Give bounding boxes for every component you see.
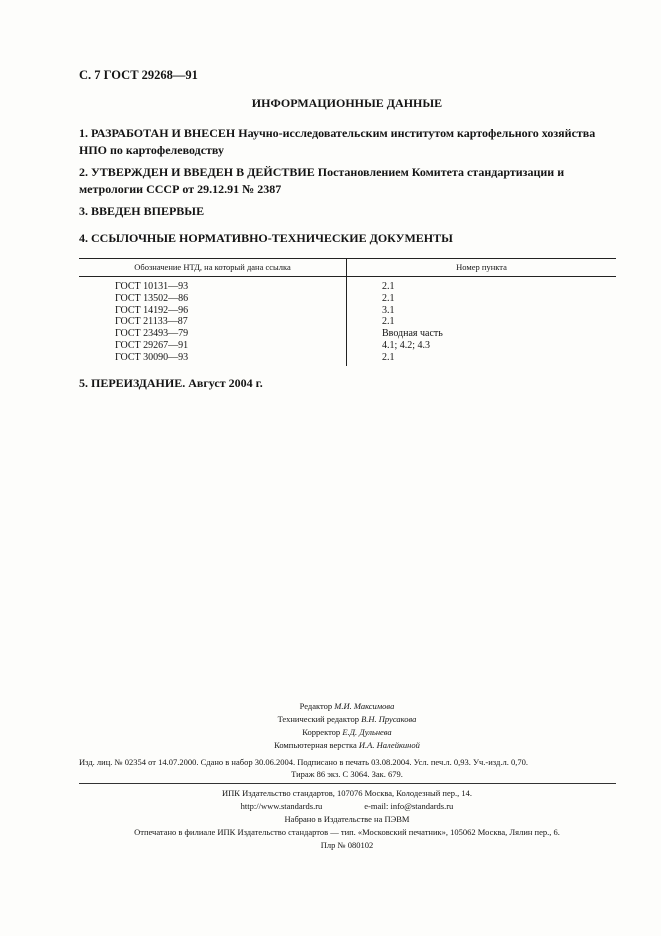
reissue-note: 5. ПЕРЕИЗДАНИЕ. Август 2004 г.: [79, 376, 263, 390]
column-header-clause: Номер пункта: [456, 262, 507, 272]
credit-editor: [0, 700, 661, 713]
item-heading: ССЫЛОЧНЫЕ НОРМАТИВНО-ТЕХНИЧЕСКИЕ ДОКУМЕНТЫ: [91, 231, 453, 245]
item-number: 1.: [79, 126, 88, 140]
table-row: [79, 281, 616, 293]
imprint-line-2: Тираж 86 экз. С 3064. Зак. 679.: [291, 769, 403, 779]
item-heading: ВВЕДЕН ВПЕРВЫЕ: [91, 204, 205, 218]
credit-label: Редактор: [299, 701, 335, 711]
item-heading: УТВЕРЖДЕН И ВВЕДЕН В ДЕЙСТВИЕ: [91, 165, 315, 179]
item-text: Постановлением Комитета стандартизации и метрологии СССР от 29.12.91 № 2387: [79, 165, 565, 196]
imprint-line-1: Изд. лиц. № 02354 от 14.07.2000. Сдано в набор 30.06.2004. Подписано в печать 03.08.2004. Усл. печ.л. 0,93. Уч.-изд.л. 0,70.: [79, 757, 528, 767]
publisher-email[interactable]: e-mail: info@standards.ru: [364, 801, 454, 811]
item-heading: РАЗРАБОТАН И ВНЕСЕН: [91, 126, 236, 140]
document-cell: ГОСТ 23493—79: [115, 328, 189, 340]
credits-block: [0, 700, 661, 752]
document-cell: ГОСТ 30090—93: [115, 351, 189, 363]
credit-name: И.А. Налейкиной: [358, 740, 420, 750]
credit-corrector: [0, 726, 661, 739]
table-row: [79, 316, 616, 328]
section-title: ИНФОРМАЦИОННЫЕ ДАННЫЕ: [251, 96, 443, 110]
publisher-block: [0, 787, 661, 852]
table-row: [79, 340, 616, 352]
credit-name: В.Н. Прусакова: [361, 714, 417, 724]
info-item-2: [79, 164, 619, 198]
credit-label: Корректор: [302, 727, 343, 737]
clause-cell: 2.1: [382, 292, 395, 304]
table-header: [79, 258, 616, 277]
table-row: [79, 352, 616, 364]
publisher-contacts: [0, 800, 661, 813]
item-number: 3.: [79, 204, 88, 218]
clause-cell: 2.1: [382, 316, 395, 328]
publisher-printed: Отпечатано в филиале ИПК Издательство стандартов — тип. «Московский печатник», 105062 Москва, Лялин пер., 6.: [134, 827, 560, 837]
publisher-address: ИПК Издательство стандартов, 107076 Москва, Колодезный пер., 14.: [222, 788, 472, 798]
document-cell: ГОСТ 13502—86: [115, 292, 189, 304]
credit-tech-editor: [0, 713, 661, 726]
info-item-3: [79, 203, 619, 220]
credit-name: М.И. Максимова: [334, 701, 395, 711]
clause-cell: 3.1: [382, 304, 395, 316]
item-number: 4.: [79, 231, 88, 245]
clause-cell: 2.1: [382, 281, 395, 292]
table-row: [79, 293, 616, 305]
credit-layout: [0, 739, 661, 752]
column-header-document: Обозначение НТД, на который дана ссылка: [134, 262, 291, 272]
document-cell: ГОСТ 29267—91: [115, 339, 189, 351]
table-row: [79, 305, 616, 317]
publisher-site[interactable]: http://www.standards.ru: [240, 801, 323, 811]
clause-cell: Вводная часть: [382, 328, 443, 340]
document-cell: ГОСТ 10131—93: [115, 281, 189, 292]
clause-cell: 2.1: [382, 351, 395, 363]
item-text: Научно-исследовательским институтом картофельного хозяйства НПО по картофелеводству: [79, 126, 596, 157]
publisher-typeset: Набрано в Издательстве на ПЭВМ: [284, 814, 410, 824]
credit-label: Компьютерная верстка: [274, 740, 359, 750]
divider: [79, 783, 616, 784]
page-header: С. 7 ГОСТ 29268—91: [79, 68, 198, 82]
publisher-license: Плр № 080102: [320, 840, 374, 850]
info-item-1: [79, 125, 619, 159]
item-number: 2.: [79, 165, 88, 179]
info-item-4: [79, 230, 619, 247]
table-body: [79, 277, 616, 364]
references-table: [79, 258, 616, 364]
credit-name: Е.Д. Дульнева: [342, 727, 392, 737]
credit-label: Технический редактор: [277, 714, 362, 724]
document-cell: ГОСТ 14192—96: [115, 304, 189, 316]
document-cell: ГОСТ 21133—87: [115, 316, 188, 328]
clause-cell: 4.1; 4.2; 4.3: [382, 339, 431, 351]
table-row: [79, 328, 616, 340]
